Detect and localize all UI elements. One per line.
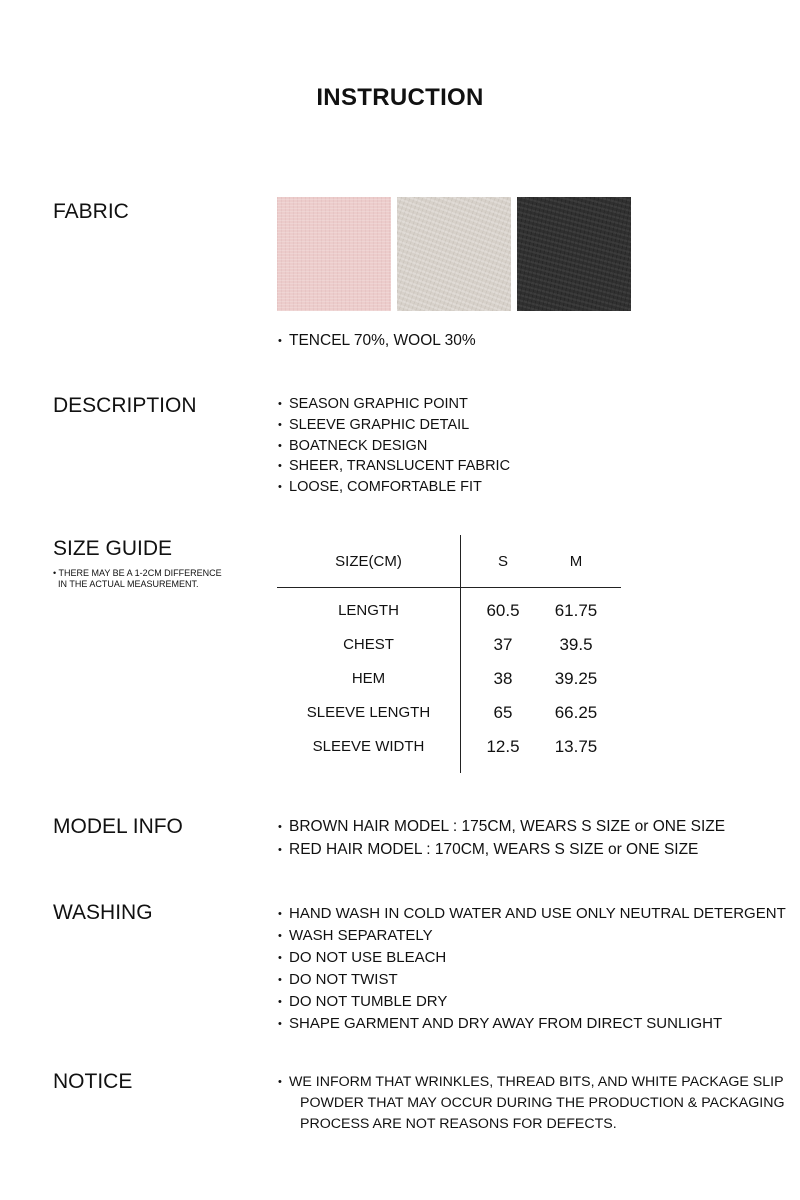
table-cell-s: 37 xyxy=(493,635,513,654)
washing-label: WASHING xyxy=(53,901,153,924)
fabric-composition-list xyxy=(278,330,476,353)
notice-label: NOTICE xyxy=(53,1070,133,1093)
description-label: DESCRIPTION xyxy=(53,394,197,417)
model-info-item: • RED HAIR MODEL : 170CM, WEARS S SIZE or ONE SIZE xyxy=(278,839,725,862)
fabric-swatch-pink xyxy=(277,197,391,311)
model-info-list xyxy=(278,816,725,861)
washing-item: • HAND WASH IN COLD WATER AND USE ONLY NEUTRAL DETERGENT xyxy=(278,903,786,925)
table-cell-m: 39.25 xyxy=(554,669,598,688)
table-header-s: S xyxy=(497,553,508,570)
size-table xyxy=(277,535,621,773)
washing-item: • DO NOT TWIST xyxy=(278,969,786,991)
table-cell-s: 38 xyxy=(493,669,513,688)
description-item: • SLEEVE GRAPHIC DETAIL xyxy=(278,415,510,436)
washing-item: • SHAPE GARMENT AND DRY AWAY FROM DIRECT SUNLIGHT xyxy=(278,1013,786,1035)
table-row-label: CHEST xyxy=(343,636,394,653)
fabric-label: FABRIC xyxy=(53,200,129,223)
table-cell-s: 65 xyxy=(493,703,513,722)
table-row-label: SLEEVE WIDTH xyxy=(312,738,425,755)
table-cell-s: 12.5 xyxy=(486,737,520,756)
table-row-label: SLEEVE LENGTH xyxy=(306,704,431,721)
description-list xyxy=(278,394,510,498)
size-guide-label: SIZE GUIDE xyxy=(53,537,173,560)
table-cell-m: 61.75 xyxy=(554,601,598,620)
table-header-size: SIZE(CM) xyxy=(335,553,402,570)
table-header-divider xyxy=(277,587,621,588)
notice-line: • WE INFORM THAT WRINKLES, THREAD BITS, AND WHITE PACKAGE SLIP xyxy=(278,1072,785,1093)
notice-list xyxy=(278,1072,785,1134)
model-info-item: • BROWN HAIR MODEL : 175CM, WEARS S SIZE or ONE SIZE xyxy=(278,816,725,839)
size-guide-note xyxy=(53,568,222,590)
description-item: • SEASON GRAPHIC POINT xyxy=(278,394,510,415)
table-vertical-divider xyxy=(460,535,461,773)
table-cell-m: 39.5 xyxy=(559,635,593,654)
size-guide-note-line: • THERE MAY BE A 1-2CM DIFFERENCE xyxy=(53,568,222,578)
table-row-label: LENGTH xyxy=(338,602,399,619)
fabric-composition-item: • TENCEL 70%, WOOL 30% xyxy=(278,330,476,353)
description-item: • BOATNECK DESIGN xyxy=(278,436,510,457)
description-item: • LOOSE, COMFORTABLE FIT xyxy=(278,477,510,498)
washing-list xyxy=(278,903,786,1035)
notice-line: PROCESS ARE NOT REASONS FOR DEFECTS. xyxy=(300,1115,617,1132)
notice-line: POWDER THAT MAY OCCUR DURING THE PRODUCTION & PACKAGING xyxy=(300,1094,785,1111)
description-item: • SHEER, TRANSLUCENT FABRIC xyxy=(278,456,510,477)
fabric-swatch-charcoal xyxy=(517,197,631,311)
washing-item: • DO NOT TUMBLE DRY xyxy=(278,991,786,1013)
washing-item: • WASH SEPARATELY xyxy=(278,925,786,947)
table-row-label: HEM xyxy=(351,670,386,687)
table-cell-s: 60.5 xyxy=(486,601,520,620)
table-cell-m: 13.75 xyxy=(554,737,598,756)
fabric-swatch-beige xyxy=(397,197,511,311)
table-header-m: M xyxy=(569,553,583,570)
table-cell-m: 66.25 xyxy=(554,703,598,722)
size-guide-note-line: IN THE ACTUAL MEASUREMENT. xyxy=(58,579,199,589)
model-info-label: MODEL INFO xyxy=(53,815,183,838)
page-title: INSTRUCTION xyxy=(316,84,484,111)
washing-item: • DO NOT USE BLEACH xyxy=(278,947,786,969)
